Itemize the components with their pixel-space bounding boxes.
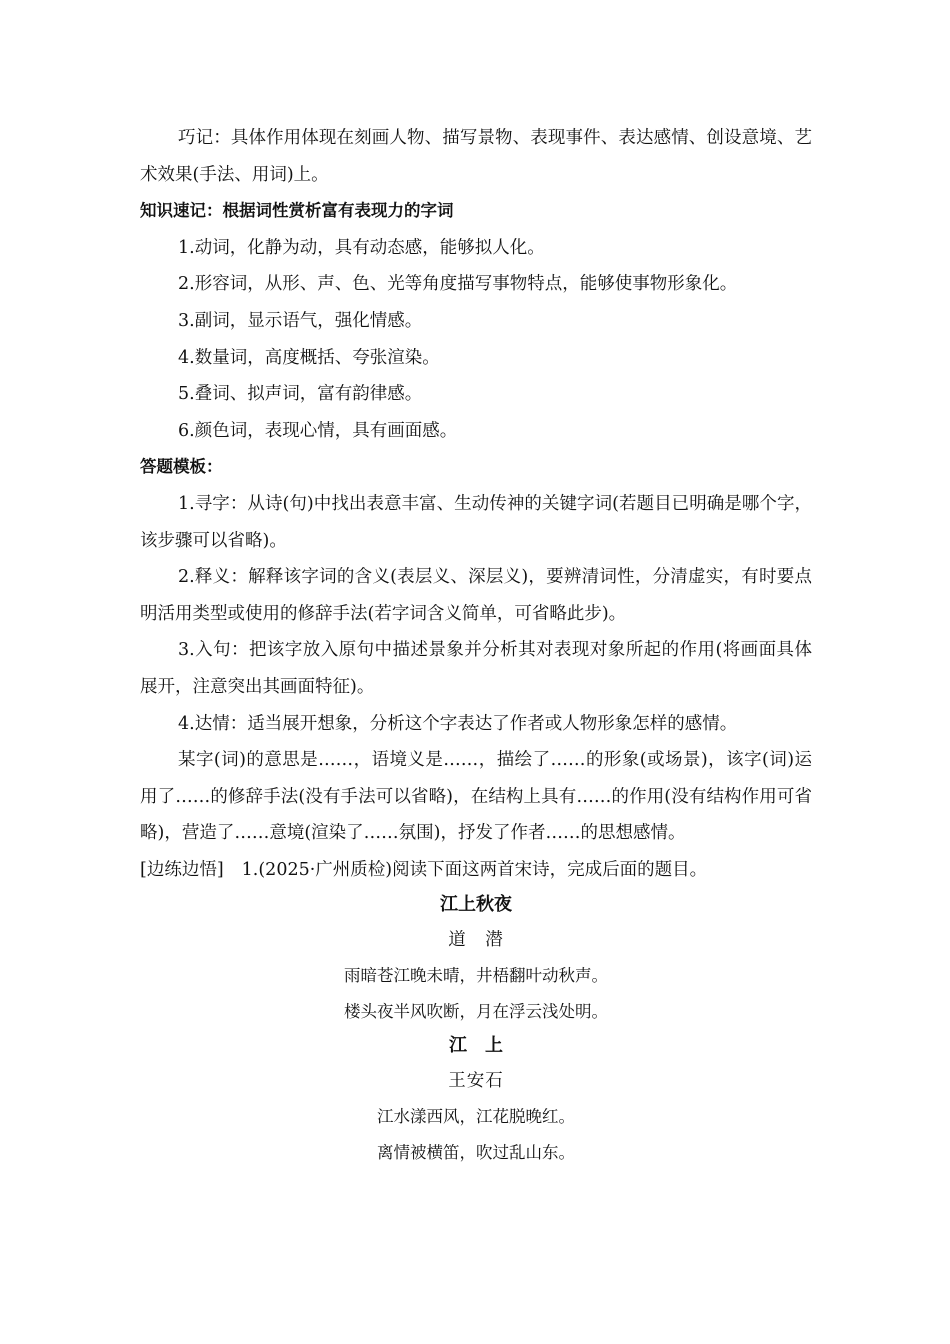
poem-1 — [140, 888, 812, 1029]
template-step: 1.寻字：从诗(句)中找出表意丰富、生动传神的关键字词(若题目已明确是哪个字，该步骤可以省略)。 — [140, 493, 812, 551]
template-heading: 答题模板： — [140, 457, 223, 477]
knowledge-item: 1.动词，化静为动，具有动态感，能够拟人化。 — [178, 237, 545, 258]
knowledge-item: 3.副词，显示语气，强化情感。 — [178, 310, 423, 331]
knowledge-item: 2.形容词，从形、声、色、光等角度描写事物特点，能够使事物形象化。 — [178, 274, 738, 295]
poem-title: 江上秋夜 — [440, 894, 512, 916]
poem-line: 雨暗苍江晚未晴，井梧翻叶动秋声。 — [344, 966, 608, 986]
poem-2 — [140, 1029, 812, 1170]
document-page — [140, 120, 812, 1170]
memory-tip: 巧记：具体作用体现在刻画人物、描写景物、表现事件、表达感情、创设意境、艺术效果(手法、用词)上。 — [140, 128, 812, 185]
poem-author: 道 潜 — [448, 930, 504, 951]
poem-line: 离情被横笛，吹过乱山东。 — [377, 1142, 575, 1162]
knowledge-heading: 知识速记：根据词性赏析富有表现力的字词 — [140, 201, 454, 221]
poem-line: 江水漾西风，江花脱晚红。 — [377, 1107, 575, 1127]
template-step: 4.达情：适当展开想象，分析这个字表达了作者或人物形象怎样的感情。 — [178, 713, 738, 734]
template-steps — [140, 486, 812, 742]
poem-title: 江 上 — [449, 1035, 503, 1057]
poem-author: 王安石 — [448, 1071, 504, 1092]
template-step: 2.释义：解释该字词的含义(表层义、深层义)，要辨清词性，分清虚实，有时要点明活用类型或使用的修辞手法(若字词含义简单，可省略此步)。 — [140, 567, 812, 624]
knowledge-item: 6.颜色词，表现心情，具有画面感。 — [178, 420, 458, 441]
exercise-question: 1.(2025·广州质检)阅读下面这两首宋诗，完成后面的题目。 — [241, 859, 708, 880]
knowledge-list — [140, 230, 812, 450]
model-answer: 某字(词)的意思是……，语境义是……，描绘了……的形象(或场景)，该字(词)运用了……的修辞手法(没有手法可以省略)，在结构上具有……的作用(没有结构作用可省略)，营造了……意境(渲染了……氛围)，抒发了作者……的思想感情。 — [140, 750, 812, 844]
exercise-tag: [边练边悟] — [140, 859, 224, 880]
knowledge-item: 5.叠词、拟声词，富有韵律感。 — [178, 384, 423, 405]
knowledge-item: 4.数量词，高度概括、夸张渲染。 — [178, 347, 440, 368]
poem-line: 楼头夜半风吹断，月在浮云浅处明。 — [344, 1001, 608, 1021]
template-step: 3.入句：把该字放入原句中描述景象并分析其对表现对象所起的作用(将画面具体展开，注意突出其画面特征)。 — [140, 640, 812, 697]
exercise-line — [140, 852, 812, 889]
